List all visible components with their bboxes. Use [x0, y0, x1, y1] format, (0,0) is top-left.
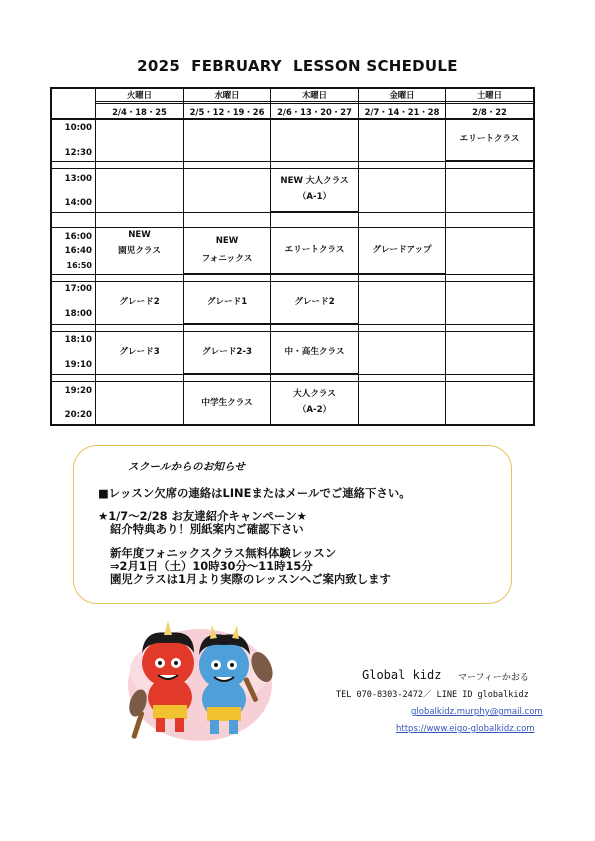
school-name: Global kidz — [362, 668, 442, 682]
notice-line: ⇒2月1日（土）10時30分〜11時15分 — [110, 559, 313, 573]
dates-thu: 2/6・13・20・27 — [277, 107, 352, 117]
class-cell-fri-gradeup: グレードアップ — [358, 227, 446, 274]
class-cell-sat-elite: エリートクラス — [445, 119, 534, 161]
notice-line: ■レッスン欠席の連絡はLINEまたはメールでご連絡下さい。 — [98, 486, 411, 500]
contact-info: TEL 070-8303-2472／ LINE ID globalkidz — [336, 690, 529, 700]
class-cell-wed-grade1: グレード1 — [183, 281, 271, 324]
class-cell-thu-adult-a2: 大人クラス （A-2） — [270, 381, 359, 425]
website-link[interactable]: https://www.eigo-globalkidz.com — [396, 724, 535, 734]
class-cell-thu-elite: エリートクラス — [270, 227, 359, 274]
class-cell-tue-grade2: グレード2 — [119, 297, 160, 307]
dates-sat: 2/8・22 — [472, 107, 507, 117]
dates-tue: 2/4・18・25 — [112, 107, 167, 117]
class-cell-tue-kinder-line1: NEW — [128, 230, 151, 240]
class-cell-thu-grade2: グレード2 — [270, 281, 359, 324]
day-header-wed: 水曜日 — [214, 90, 240, 100]
time-label: 17:00 — [64, 284, 92, 294]
time-label: 18:00 — [64, 309, 92, 319]
class-cell-wed-phonics: NEW フォニックス — [183, 227, 271, 274]
dates-fri: 2/7・14・21・28 — [364, 107, 440, 117]
day-header-fri: 金曜日 — [389, 90, 415, 100]
time-label: 16:00 — [64, 232, 92, 242]
day-header-tue: 火曜日 — [126, 90, 153, 100]
class-cell-tue-grade3: グレード3 — [119, 347, 160, 357]
class-cell-thu-adult-a1: NEW 大人クラス （A-1） — [270, 168, 359, 212]
notice-line: ★1/7〜2/28 お友達紹介キャンペーン★ — [98, 509, 307, 523]
time-label: 16:50 — [66, 261, 92, 270]
email-link[interactable]: globalkidz.murphy@gmail.com — [411, 707, 543, 717]
time-label: 13:00 — [64, 174, 92, 184]
day-header-thu: 木曜日 — [301, 90, 328, 100]
class-cell-wed-junior-high: 中学生クラス — [183, 381, 271, 425]
class-cell-thu-middle-high: 中・高生クラス — [270, 331, 359, 374]
time-label: 19:20 — [64, 386, 92, 396]
notice-line: 新年度フォニックスクラス無料体験レッスン — [110, 546, 337, 560]
page-title: 2025 FEBRUARY LESSON SCHEDULE — [137, 57, 458, 75]
time-label: 16:40 — [64, 246, 92, 256]
time-label: 18:10 — [64, 335, 92, 345]
notice-line: 紹介特典あり！別紙案内ご確認下さい — [110, 522, 304, 536]
dates-wed: 2/5・12・19・26 — [189, 107, 265, 117]
class-cell-wed-grade2-3: グレード2-3 — [183, 331, 271, 374]
time-label: 20:20 — [64, 410, 92, 420]
time-label: 12:30 — [64, 148, 92, 158]
time-label: 14:00 — [64, 198, 92, 208]
time-label: 19:10 — [64, 360, 92, 370]
time-label: 10:00 — [64, 123, 92, 133]
class-cell-tue-kinder-line2: 園児クラス — [118, 246, 161, 256]
notice-heading: スクールからのお知らせ — [128, 461, 246, 473]
oni-red-blue-icon — [120, 613, 280, 745]
day-header-sat: 土曜日 — [476, 90, 503, 100]
teacher-name: マーフィーかおる — [458, 673, 529, 683]
notice-line: 園児クラスは1月より実際のレッスンへご案内致します — [110, 572, 391, 586]
